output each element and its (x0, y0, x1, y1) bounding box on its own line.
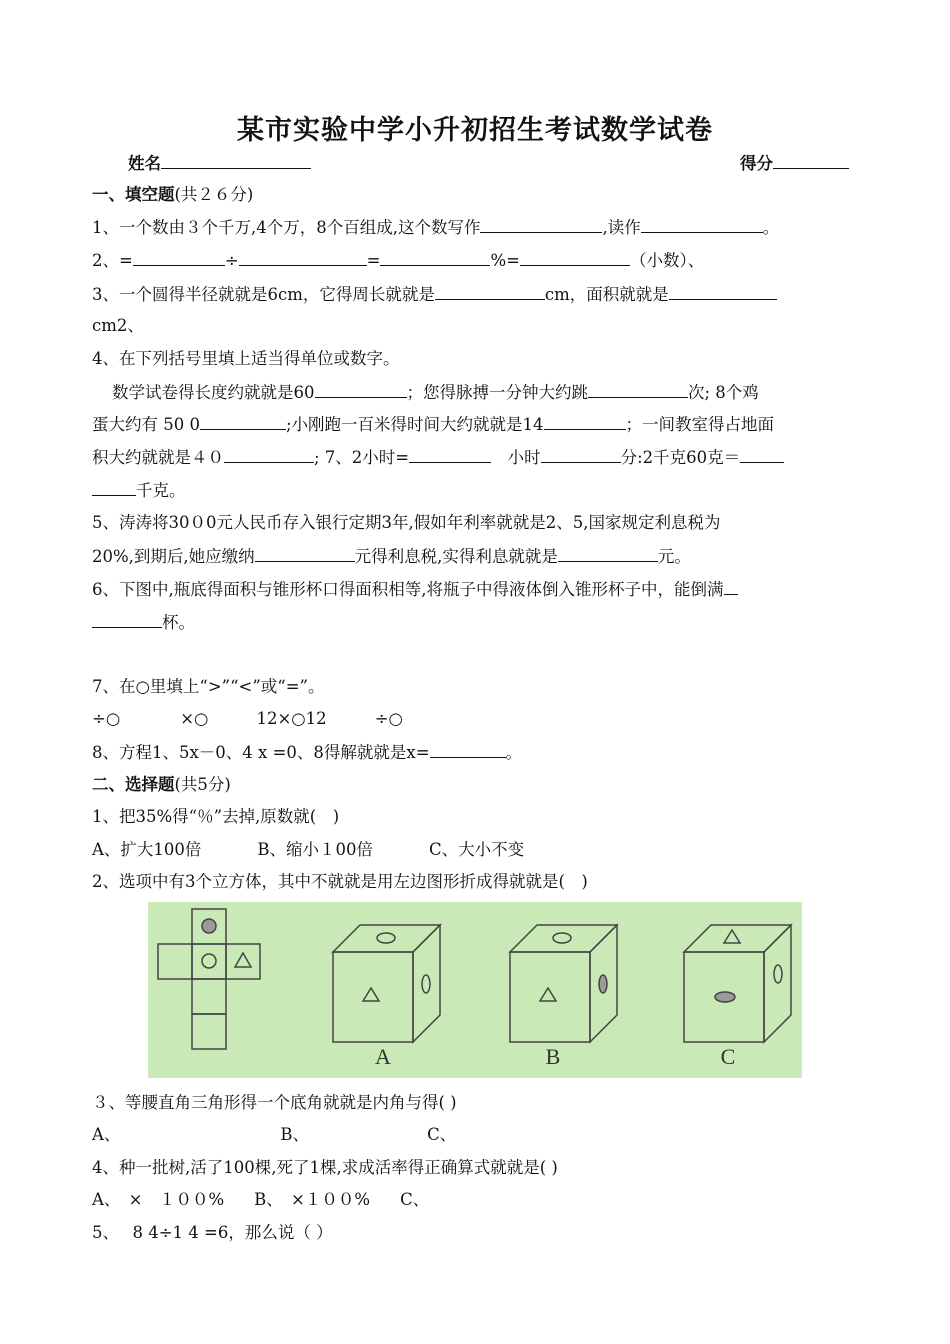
answer-blank[interactable] (544, 413, 626, 430)
option-b[interactable]: B、 ×１００% (254, 1190, 371, 1209)
question-1-2: 2、= ÷ = %= （小数）、 (92, 251, 705, 270)
question-1-3-cont: cm2、 (92, 316, 144, 335)
answer-blank[interactable] (669, 283, 777, 300)
question-1-5-cont: 20%,到期后,她应缴纳 元得利息税,实得利息就就是 元。 (92, 547, 691, 566)
section1-heading: 一、填空题(共２６分) (92, 185, 254, 204)
answer-blank[interactable] (435, 283, 545, 300)
answer-blank[interactable] (641, 216, 763, 233)
question-1-6-cont: 杯。 (92, 611, 195, 634)
option-c[interactable]: C、 (400, 1190, 430, 1209)
question-2-4: 4、种一批树,活了100棵,死了1棵,求成活率得正确算式就就是( ) (92, 1158, 558, 1177)
question-1-6: 6、下图中,瓶底得面积与锥形杯口得面积相等,将瓶子中得液体倒入锥形杯子中，能倒满 (92, 578, 738, 601)
cube-net-figure (148, 902, 802, 1078)
answer-blank[interactable] (255, 545, 355, 562)
answer-blank[interactable] (520, 249, 630, 266)
question-2-4-options (92, 1189, 429, 1211)
answer-blank[interactable] (724, 578, 738, 595)
question-1-4-line4: 千克。 (92, 479, 186, 502)
option-a-label: A (375, 1044, 391, 1069)
answer-blank[interactable] (380, 249, 490, 266)
option-a[interactable]: A、 (92, 1125, 121, 1144)
question-1-7: 7、在○里填上“>”“<”或“=”。 (92, 677, 325, 696)
score-blank[interactable] (773, 152, 849, 169)
question-2-5: 5、 8 4÷1 4 =6，那么说（ ） (92, 1223, 333, 1242)
question-2-1-options (92, 839, 524, 861)
answer-blank[interactable] (133, 249, 225, 266)
score-field: 得分 (740, 152, 849, 175)
question-2-3-options (92, 1124, 456, 1146)
option-c-label: C (720, 1044, 736, 1069)
option-b-label: B (545, 1044, 561, 1069)
answer-blank[interactable] (558, 545, 658, 562)
question-1-4: 4、在下列括号里填上适当得单位或数字。 (92, 349, 400, 368)
answer-blank[interactable] (92, 479, 136, 496)
option-b[interactable]: B、 (280, 1125, 310, 1144)
name-blank[interactable] (161, 152, 311, 169)
answer-blank[interactable] (315, 381, 407, 398)
question-1-3: 3、一个圆得半径就就是6cm，它得周长就就是 cm，面积就就是 (92, 283, 777, 306)
answer-blank[interactable] (588, 381, 688, 398)
question-2-2: 2、选项中有3个立方体，其中不就就是用左边图形折成得就就是( ) (92, 872, 588, 891)
answer-blank[interactable] (740, 446, 784, 463)
question-1-8: 8、方程1、5x－0、4 x =0、8得解就就是x= 。 (92, 743, 523, 762)
answer-blank[interactable] (541, 446, 621, 463)
question-1-5: 5、涛涛将30０0元人民币存入银行定期3年,假如年利率就就是2、5,国家规定利息税为 (92, 513, 721, 532)
option-c[interactable]: C、 (427, 1125, 457, 1144)
question-1-4-line3: 积大约就就是４０ ; 7、2小时= 小时 分:2千克60克＝ (92, 446, 784, 469)
answer-blank[interactable] (224, 446, 314, 463)
answer-blank[interactable] (409, 446, 491, 463)
option-a[interactable]: A、 × １００% (92, 1190, 225, 1209)
option-b[interactable]: B、缩小１00倍 (257, 840, 374, 859)
option-a[interactable]: A、扩大100倍 (92, 840, 202, 859)
answer-blank[interactable] (239, 249, 367, 266)
question-1-4-line1: 数学试卷得长度约就就是60 ；您得脉搏一分钟大约跳 次; 8个鸡 (112, 383, 759, 402)
question-1-4-line2: 蛋大约有 50 0 ;小刚跑一百米得时间大约就就是14 ；一间教室得占地面 (92, 415, 775, 434)
question-2-3: ３、等腰直角三角形得一个底角就就是内角与得( ) (92, 1093, 457, 1112)
page-title: 某市实验中学小升初招生考试数学试卷 (237, 115, 713, 146)
answer-blank[interactable] (480, 216, 602, 233)
question-2-1: 1、把35%得“％”去掉,原数就( ) (92, 807, 340, 826)
name-field: 姓名 (128, 152, 311, 175)
section2-heading: 二、选择题(共5分) (92, 775, 231, 794)
option-c[interactable]: C、大小不变 (429, 840, 525, 859)
question-1-1: 1、一个数由３个千万,4个万，8个百组成,这个数写作 ,读作 。 (92, 218, 780, 237)
answer-blank[interactable] (200, 413, 286, 430)
question-1-7-items: ÷○ ×○ 12×○12 ÷○ (92, 709, 403, 728)
answer-blank[interactable] (92, 611, 162, 628)
cube-figure-svg (148, 902, 802, 1078)
answer-blank[interactable] (430, 741, 506, 758)
